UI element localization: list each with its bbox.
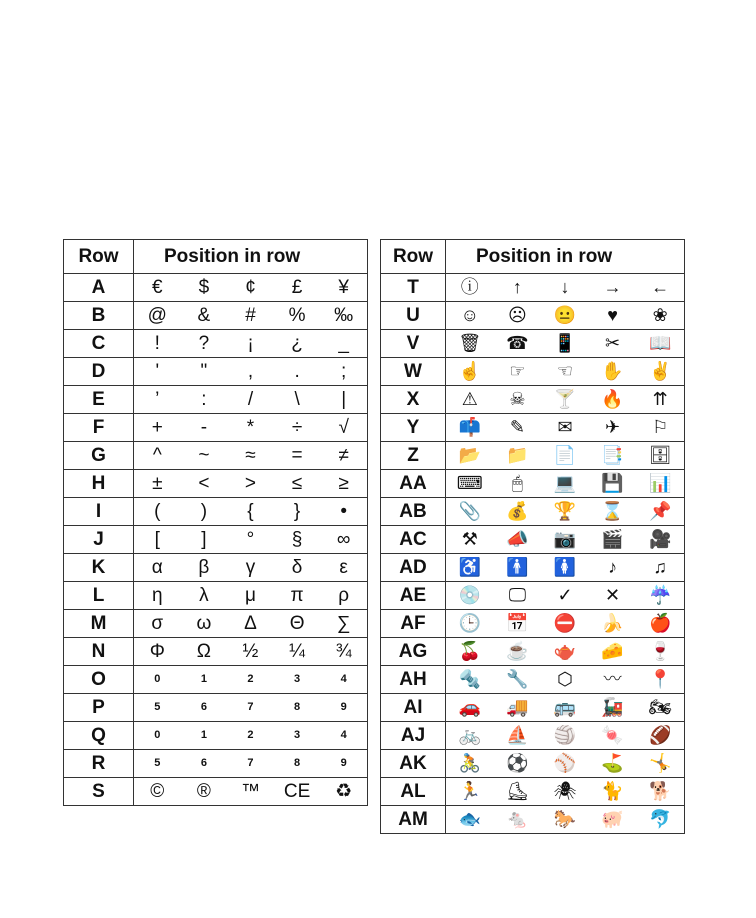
char-cell: _ [338,333,349,354]
table-row [381,610,685,638]
char-cell: CE [283,781,311,802]
row-label: AL [381,778,446,806]
flag-icon: ⚐ [652,417,669,437]
motorcycle-icon: 🏍 [648,697,672,717]
header-row: Row [64,240,134,274]
header-position: Position in row [446,240,685,274]
row-label: AD [381,554,446,582]
heart-icon: ♥ [607,305,618,325]
char-cell: & [197,305,211,326]
row-label: I [64,498,134,526]
char-cell: ) [200,501,208,522]
row-label: U [381,302,446,330]
table-row [381,778,685,806]
row-label: AF [381,610,446,638]
book-icon: 📖 [648,333,672,353]
char-cell: ' [155,361,160,382]
car-icon: 🚗 [458,697,481,717]
header-row: Row [381,240,446,274]
mouse-animal-icon: 🐁 [506,809,529,829]
char-cell: ~ [198,445,210,466]
row-label: K [64,554,134,582]
wine-icon: 🍷 [648,641,672,661]
char-cell: ! [154,333,160,354]
train-icon: 🚂 [601,697,624,717]
hand-icon: ☜ [556,361,574,381]
char-cell: μ [245,585,256,606]
char-cell: = [291,445,303,466]
bicycle-icon: 🚲 [458,725,481,745]
table-row [64,274,368,302]
row-label: AC [381,526,446,554]
char-cell: ♻ [335,781,353,802]
pointing-hand-icon: ☞ [509,361,526,381]
char-cell: ‰ [334,305,354,326]
table-row [64,554,368,582]
row-label: H [64,470,134,498]
row-label: E [64,386,134,414]
row-label: AK [381,750,446,778]
row-label: J [64,526,134,554]
table-row [64,582,368,610]
runner-icon: 🏃 [458,781,481,801]
chart-icon: 📊 [648,473,672,493]
floppy-icon: 💾 [601,473,624,493]
row-label: G [64,442,134,470]
row-label: D [64,358,134,386]
telephone-icon: ☎ [506,333,529,353]
char-cell: ≈ [245,445,256,466]
drill-bit-icon: 〰 [603,669,622,689]
char-cell: Θ [289,613,305,634]
char-cell: < [198,473,210,494]
char-cell: @ [147,305,167,326]
char-cell: ¿ [291,333,303,354]
char-cell: 5 [154,757,161,769]
dog-icon: 🐕 [648,781,672,801]
row-label: N [64,638,134,666]
row-label: Z [381,442,446,470]
char-cell: ρ [338,585,350,606]
row-label: AM [381,806,446,834]
folder-open-icon: 📂 [458,445,481,465]
pig-icon: 🐖 [601,809,624,829]
bus-icon: 🚌 [553,697,577,717]
smiley-icon: ☺ [460,305,479,325]
char-cell: 0 [154,729,161,741]
char-cell: ≤ [291,473,303,494]
man-icon: 🚹 [506,557,529,577]
row-label: T [381,274,446,302]
char-cell: 2 [247,729,254,741]
char-cell: ¡ [247,333,254,354]
char-cell: Δ [244,613,257,634]
cd-icon: 💿 [458,585,481,605]
table-row [64,386,368,414]
char-cell: # [245,305,256,326]
scissors-icon: ✂ [605,333,621,353]
char-cell: ¼ [289,641,305,662]
row-label: B [64,302,134,330]
char-cell: 6 [200,701,207,713]
wheelchair-icon: ♿ [458,557,481,577]
table-row [381,554,685,582]
film-camera-icon: 🎥 [648,529,672,549]
clock-icon: 🕒 [458,613,481,633]
trophy-icon: 🏆 [553,501,577,521]
table-row [381,302,685,330]
char-cell: © [150,781,165,802]
no-entry-icon: ⛔ [553,613,577,633]
char-cell: \ [294,389,300,410]
char-cell: } [293,501,301,522]
table-row [64,666,368,694]
monitor-icon: 🖵 [508,585,527,605]
char-cell: § [291,529,303,550]
char-cell: 6 [200,757,207,769]
table-row [381,274,685,302]
char-cell: 5 [154,701,161,713]
arrow-down-icon: ↓ [560,277,570,297]
char-cell: 3 [294,729,301,741]
dolphin-icon: 🐬 [648,809,672,829]
hand-finger-icon: ☝ [458,361,481,381]
row-label: F [64,414,134,442]
row-label: W [381,358,446,386]
char-cell: ≥ [338,473,349,494]
char-cell: ¥ [338,277,349,298]
char-cell: 0 [154,673,161,685]
table-row [64,414,368,442]
table-row [64,722,368,750]
fire-warning-icon: 🔥 [601,389,624,409]
char-cell: ω [196,613,212,634]
table-row [381,638,685,666]
umbrella-icon: ☔ [648,585,672,605]
table-row [64,638,368,666]
row-label: A [64,274,134,302]
paperclip-icon: 📎 [458,501,481,521]
table-row [381,358,685,386]
char-cell: Ω [196,641,211,662]
cheese-icon: 🧀 [601,641,624,661]
money-bag-icon: 💰 [506,501,529,521]
char-cell: ( [154,501,161,522]
table-row [64,442,368,470]
clapperboard-icon: 🎬 [601,529,624,549]
table-row [381,722,685,750]
sailboat-icon: ⛵ [506,725,529,745]
spider-icon: 🕷 [553,781,577,801]
check-icon: ✓ [557,585,573,605]
gymnast-icon: 🤸 [648,753,672,773]
char-cell: ® [196,781,211,802]
neutral-face-icon: 😐 [553,305,577,325]
table-row [381,666,685,694]
trash-icon: 🗑 [458,333,482,353]
char-cell: ; [341,361,347,382]
char-cell: η [152,585,163,606]
char-cell: ¾ [335,641,352,662]
char-cell: ≠ [338,445,349,466]
char-cell: % [288,305,306,326]
row-label: AB [381,498,446,526]
row-label: P [64,694,134,722]
table-row [381,498,685,526]
char-cell: | [341,389,347,410]
char-cell: ∞ [336,529,351,550]
camera-icon: 📷 [553,529,577,549]
table-row [381,386,685,414]
char-cell: δ [291,557,303,578]
char-cell: √ [338,417,349,438]
char-cell: ¢ [245,277,256,298]
row-label: O [64,666,134,694]
ball-icon: 🏐 [553,725,577,745]
char-cell: ε [339,557,348,578]
char-cell: , [247,361,254,382]
arrow-up-icon: ↑ [512,277,522,297]
row-label: AA [381,470,446,498]
calendar-icon: 📅 [506,613,529,633]
char-cell: α [151,557,163,578]
cross-icon: ✕ [605,585,621,605]
char-cell: ÷ [291,417,303,438]
info-icon: ⓘ [460,277,479,297]
table-row [64,302,368,330]
row-label: AG [381,638,446,666]
char-cell: ? [198,333,210,354]
char-cell: ± [152,473,163,494]
char-cell: 1 [200,729,207,741]
char-cell: . [294,361,300,382]
table-row [381,330,685,358]
skull-icon: ☠ [509,389,526,409]
music-note-icon: ♪ [608,557,618,577]
sweet-icon: 🍬 [601,725,624,745]
table-row [64,498,368,526]
row-label: Y [381,414,446,442]
char-cell: - [200,417,208,438]
char-cell: • [340,501,347,522]
char-cell: / [247,389,254,410]
char-cell: β [198,557,210,578]
banana-icon: 🍌 [601,613,624,633]
char-cell: 8 [294,701,301,713]
table-row [381,750,685,778]
nail-icon: 📍 [648,669,672,689]
char-cell: : [201,389,207,410]
music-notes-icon: ♫ [653,557,667,577]
char-cell: ] [201,529,207,550]
horse-icon: 🐎 [553,809,577,829]
char-cell: ’ [155,389,160,410]
mobile-phone-icon: 📱 [553,333,577,353]
apple-icon: 🍎 [648,613,672,633]
char-cell: ™ [240,781,260,802]
char-cell: { [247,501,254,522]
hand-drop-icon: ✌ [648,361,672,381]
char-cell: $ [198,277,210,298]
row-label: AE [381,582,446,610]
pushpin-icon: 📌 [648,501,672,521]
right-symbol-table [380,239,685,834]
golf-icon: ⛳ [601,753,624,773]
hand-fire-icon: ✋ [601,361,624,381]
bolt-icon: 🔧 [506,669,529,689]
baseball-icon: ⚾ [553,753,577,773]
char-cell: ^ [152,445,162,466]
keyboard-icon: ⌨ [456,473,483,493]
char-cell: σ [151,613,164,634]
char-cell: * [246,417,255,438]
american-football-icon: 🏈 [648,725,672,745]
skater-icon: ⛸ [505,781,529,801]
char-cell: 2 [247,673,254,685]
flower-icon: ❀ [652,305,668,325]
char-cell: £ [291,277,303,298]
header-position: Position in row [134,240,368,274]
char-cell: 7 [247,757,254,769]
char-cell: " [200,361,208,382]
table-row [381,414,685,442]
char-cell: [ [154,529,160,550]
table-row [64,330,368,358]
cyclist-icon: 🚴 [458,753,481,773]
envelope-icon: ✉ [557,417,573,437]
pen-icon: ✎ [509,417,525,437]
this-way-up-icon: ⇈ [652,389,668,409]
row-label: X [381,386,446,414]
table-row [381,694,685,722]
row-label: AJ [381,722,446,750]
documents-icon: 📑 [601,445,624,465]
table-row [64,694,368,722]
glass-icon: 🍸 [553,389,577,409]
teapot-icon: 🫖 [553,641,577,661]
table-row [64,526,368,554]
row-label: R [64,750,134,778]
airplane-icon: ✈ [605,417,621,437]
table-row [64,750,368,778]
char-cell: π [290,585,304,606]
char-cell: 1 [200,673,207,685]
left-character-table [63,239,368,806]
table-row [64,778,368,806]
arrow-left-icon: ← [651,277,670,297]
table-row [381,526,685,554]
char-cell: Φ [149,641,165,662]
soccer-ball-icon: ⚽ [506,753,529,773]
nut-icon: ⬡ [557,669,573,689]
row-label: V [381,330,446,358]
char-cell: 3 [294,673,301,685]
megaphone-icon: 📣 [506,529,529,549]
char-cell: ½ [242,641,259,662]
table-row [64,610,368,638]
woman-icon: 🚺 [553,557,577,577]
row-label: AI [381,694,446,722]
fish-icon: 🐟 [458,809,481,829]
char-cell: 4 [340,673,347,685]
row-label: C [64,330,134,358]
frown-icon: ☹ [508,305,527,325]
char-cell: + [151,417,163,438]
warning-icon: ⚠ [461,389,478,409]
coffee-icon: ☕ [506,641,529,661]
table-row [381,806,685,834]
cat-icon: 🐈 [601,781,624,801]
table-row [64,358,368,386]
row-label: S [64,778,134,806]
mouse-icon: 🖱 [511,473,523,493]
folder-icon: 📁 [506,445,529,465]
char-cell: 8 [294,757,301,769]
char-cell: γ [245,557,256,578]
cabinet-icon: 🗄 [648,445,672,465]
char-cell: λ [199,585,209,606]
cherries-icon: 🍒 [458,641,481,661]
arrow-right-icon: → [603,277,622,297]
laptop-icon: 💻 [553,473,577,493]
char-cell: > [244,473,257,494]
hourglass-icon: ⌛ [601,501,624,521]
row-label: M [64,610,134,638]
row-label: L [64,582,134,610]
char-cell: 7 [247,701,254,713]
tools-icon: ⚒ [461,529,478,549]
table-row [64,470,368,498]
char-cell: ∑ [336,613,351,634]
table-row [381,470,685,498]
table-row [381,582,685,610]
row-label: AH [381,666,446,694]
mailbox-icon: 📫 [458,417,481,437]
truck-icon: 🚚 [506,697,529,717]
screw-icon: 🔩 [458,669,481,689]
document-icon: 📄 [553,445,577,465]
char-cell: ° [246,529,255,550]
char-cell: 9 [340,701,347,713]
row-label: Q [64,722,134,750]
char-cell: € [152,277,163,298]
table-row [381,442,685,470]
char-cell: 9 [340,757,347,769]
char-cell: 4 [340,729,347,741]
